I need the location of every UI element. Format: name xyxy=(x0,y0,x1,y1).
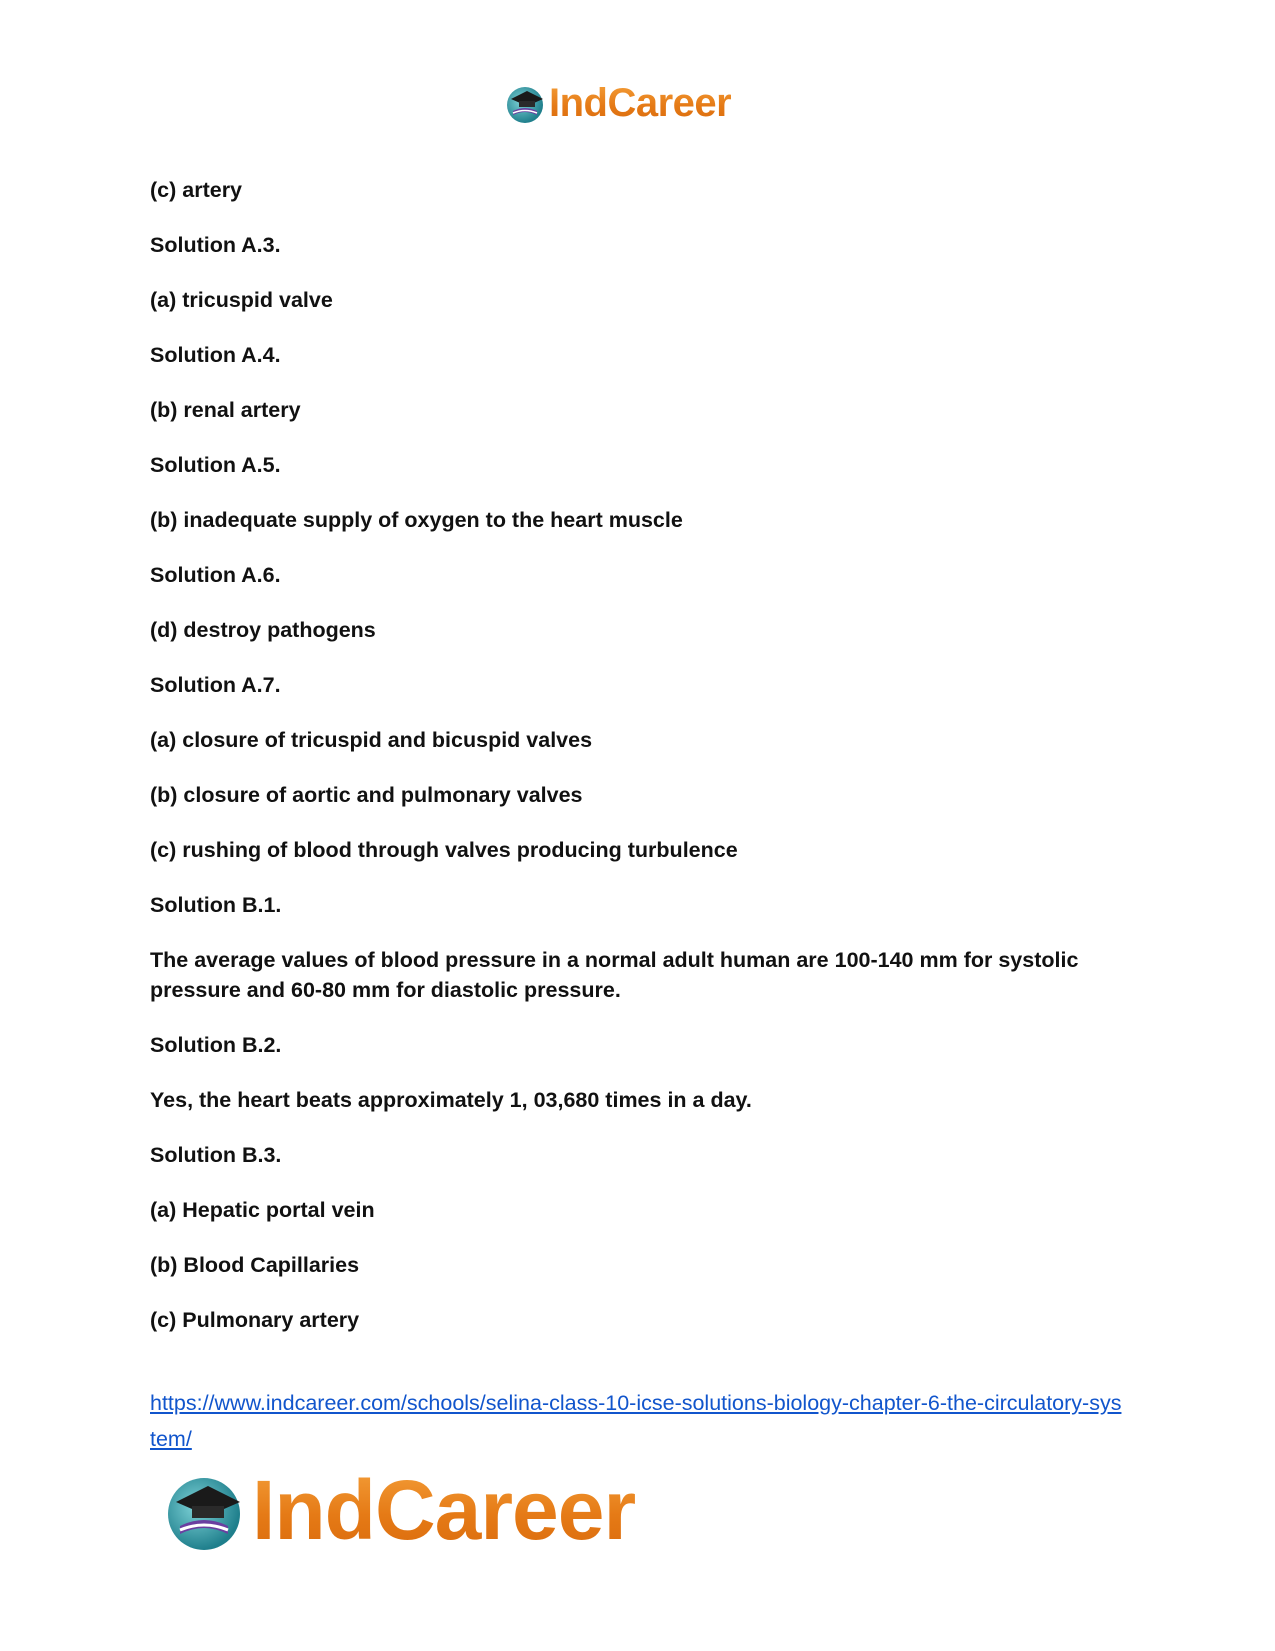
solution-heading: Solution B.2. xyxy=(150,1033,282,1057)
solution-heading: Solution A.5. xyxy=(150,453,281,477)
answer-line: (b) Blood Capillaries xyxy=(150,1253,360,1277)
logo-wordmark: IndCareer xyxy=(252,1462,636,1557)
answer-line: (a) tricuspid valve xyxy=(150,288,333,312)
solution-heading: Solution A.6. xyxy=(150,563,281,587)
answer-line: (b) inadequate supply of oxygen to the heart muscle xyxy=(150,508,683,532)
source-link[interactable]: https://www.indcareer.com/schools/selina-class-10-icse-solutions-biology-chapter-6-the-circulatory-system/ xyxy=(150,1391,1122,1451)
answer-line: (b) renal artery xyxy=(150,398,301,422)
header-logo xyxy=(503,78,731,128)
solution-heading: Solution A.4. xyxy=(150,343,281,367)
graduation-cap-globe-icon xyxy=(503,81,547,125)
graduation-cap-globe-icon xyxy=(160,1466,248,1554)
answer-line: (a) closure of tricuspid and bicuspid valves xyxy=(150,728,593,752)
answer-line: Yes, the heart beats approximately 1, 03,680 times in a day. xyxy=(150,1088,752,1112)
answer-line: (b) closure of aortic and pulmonary valves xyxy=(150,783,583,807)
answer-line: (c) rushing of blood through valves producing turbulence xyxy=(150,838,738,862)
answer-line: (c) Pulmonary artery xyxy=(150,1308,360,1332)
logo-wordmark: IndCareer xyxy=(549,80,732,125)
answer-line: (d) destroy pathogens xyxy=(150,618,376,642)
solution-heading: Solution B.3. xyxy=(150,1143,282,1167)
solution-heading: Solution A.7. xyxy=(150,673,281,697)
solutions-content xyxy=(150,175,1130,1360)
solution-heading: Solution B.1. xyxy=(150,893,282,917)
solution-heading: Solution A.3. xyxy=(150,233,281,257)
answer-line: (a) Hepatic portal vein xyxy=(150,1198,375,1222)
answer-line: (c) artery xyxy=(150,178,243,202)
answer-paragraph: The average values of blood pressure in a normal adult human are 100-140 mm for systolic pressure and 60-80 mm for diastolic pressure. xyxy=(150,948,1079,1002)
footer-logo xyxy=(160,1462,635,1558)
